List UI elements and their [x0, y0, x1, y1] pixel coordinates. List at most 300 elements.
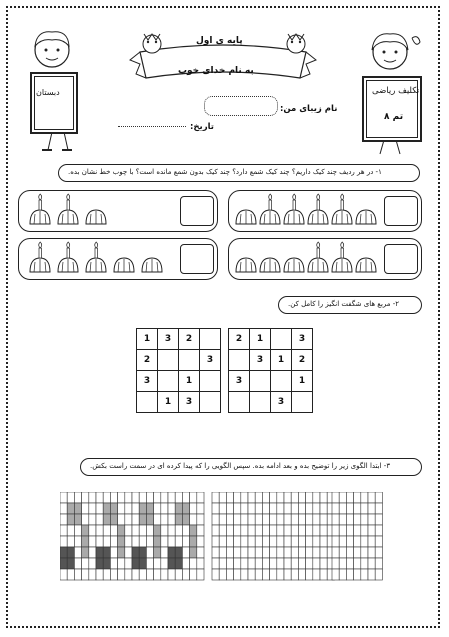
pattern-cell[interactable]	[132, 547, 139, 558]
pattern-cell[interactable]	[182, 569, 189, 580]
pattern-cell[interactable]	[361, 525, 368, 536]
pattern-cell[interactable]	[277, 569, 284, 580]
pattern-cell[interactable]	[313, 569, 320, 580]
pattern-cell[interactable]	[291, 525, 298, 536]
pattern-cell[interactable]	[212, 569, 219, 580]
pattern-cell[interactable]	[241, 514, 248, 525]
pattern-cell[interactable]	[190, 536, 197, 547]
pattern-cell[interactable]	[146, 492, 153, 503]
pattern-cell[interactable]	[241, 547, 248, 558]
pattern-cell[interactable]	[234, 514, 241, 525]
pattern-cell[interactable]	[154, 514, 161, 525]
pattern-cell[interactable]	[96, 503, 103, 514]
grid-cell[interactable]: 2	[137, 350, 158, 371]
pattern-cell[interactable]	[82, 569, 89, 580]
pattern-cell[interactable]	[67, 492, 74, 503]
pattern-cell[interactable]	[298, 503, 305, 514]
pattern-cell[interactable]	[320, 514, 327, 525]
grid-cell[interactable]: 1	[179, 371, 200, 392]
pattern-cell[interactable]	[262, 558, 269, 569]
pattern-cell[interactable]	[226, 503, 233, 514]
pattern-cell[interactable]	[306, 503, 313, 514]
pattern-cell[interactable]	[118, 569, 125, 580]
pattern-cell[interactable]	[96, 514, 103, 525]
pattern-cell[interactable]	[103, 547, 110, 558]
grid-cell[interactable]	[200, 329, 221, 350]
pattern-cell[interactable]	[132, 514, 139, 525]
pattern-cell[interactable]	[277, 503, 284, 514]
pattern-cell[interactable]	[226, 536, 233, 547]
pattern-cell[interactable]	[226, 525, 233, 536]
pattern-cell[interactable]	[125, 525, 132, 536]
pattern-cell[interactable]	[139, 503, 146, 514]
pattern-cell[interactable]	[346, 525, 353, 536]
pattern-cell[interactable]	[60, 569, 67, 580]
pattern-cell[interactable]	[212, 536, 219, 547]
pattern-cell[interactable]	[291, 547, 298, 558]
pattern-cell[interactable]	[96, 569, 103, 580]
pattern-cell[interactable]	[354, 514, 361, 525]
grid-cell[interactable]: 1	[158, 392, 179, 413]
pattern-cell[interactable]	[270, 558, 277, 569]
pattern-cell[interactable]	[82, 514, 89, 525]
pattern-cell[interactable]	[332, 525, 339, 536]
pattern-cell[interactable]	[306, 569, 313, 580]
pattern-cell[interactable]	[146, 569, 153, 580]
pattern-cell[interactable]	[212, 525, 219, 536]
pattern-cell[interactable]	[110, 536, 117, 547]
pattern-cell[interactable]	[277, 525, 284, 536]
grid-cell[interactable]: 3	[271, 392, 292, 413]
pattern-cell[interactable]	[118, 492, 125, 503]
pattern-cell[interactable]	[118, 536, 125, 547]
pattern-cell[interactable]	[262, 514, 269, 525]
pattern-cell[interactable]	[284, 492, 291, 503]
pattern-cell[interactable]	[110, 558, 117, 569]
pattern-cell[interactable]	[291, 536, 298, 547]
pattern-cell[interactable]	[89, 558, 96, 569]
pattern-cell[interactable]	[270, 547, 277, 558]
pattern-cell[interactable]	[175, 547, 182, 558]
pattern-cell[interactable]	[270, 514, 277, 525]
pattern-cell[interactable]	[154, 503, 161, 514]
pattern-cell[interactable]	[190, 514, 197, 525]
pattern-cell[interactable]	[161, 503, 168, 514]
pattern-cell[interactable]	[262, 547, 269, 558]
pattern-cell[interactable]	[161, 492, 168, 503]
grid-cell[interactable]	[229, 350, 250, 371]
pattern-cell[interactable]	[82, 547, 89, 558]
pattern-cell[interactable]	[248, 558, 255, 569]
pattern-cell[interactable]	[89, 492, 96, 503]
grid-cell[interactable]: 3	[179, 392, 200, 413]
pattern-cell[interactable]	[306, 514, 313, 525]
pattern-cell[interactable]	[139, 514, 146, 525]
pattern-cell[interactable]	[146, 514, 153, 525]
pattern-cell[interactable]	[284, 569, 291, 580]
pattern-cell[interactable]	[306, 536, 313, 547]
pattern-cell[interactable]	[103, 525, 110, 536]
pattern-cell[interactable]	[161, 558, 168, 569]
pattern-cell[interactable]	[89, 547, 96, 558]
pattern-cell[interactable]	[284, 536, 291, 547]
pattern-cell[interactable]	[161, 525, 168, 536]
pattern-cell[interactable]	[168, 514, 175, 525]
pattern-cell[interactable]	[361, 547, 368, 558]
pattern-cell[interactable]	[354, 547, 361, 558]
pattern-cell[interactable]	[375, 525, 382, 536]
pattern-cell[interactable]	[219, 525, 226, 536]
pattern-cell[interactable]	[110, 503, 117, 514]
pattern-cell[interactable]	[270, 525, 277, 536]
pattern-cell[interactable]	[74, 525, 81, 536]
pattern-cell[interactable]	[361, 536, 368, 547]
pattern-cell[interactable]	[354, 525, 361, 536]
pattern-cell[interactable]	[96, 547, 103, 558]
pattern-cell[interactable]	[219, 558, 226, 569]
pattern-cell[interactable]	[89, 514, 96, 525]
pattern-cell[interactable]	[175, 536, 182, 547]
pattern-cell[interactable]	[320, 558, 327, 569]
pattern-cell[interactable]	[219, 492, 226, 503]
pattern-cell[interactable]	[190, 547, 197, 558]
pattern-cell[interactable]	[320, 569, 327, 580]
pattern-cell[interactable]	[361, 558, 368, 569]
pattern-cell[interactable]	[248, 547, 255, 558]
pattern-cell[interactable]	[354, 492, 361, 503]
pattern-cell[interactable]	[197, 514, 204, 525]
pattern-cell[interactable]	[175, 503, 182, 514]
pattern-cell[interactable]	[346, 503, 353, 514]
pattern-cell[interactable]	[277, 492, 284, 503]
pattern-cell[interactable]	[118, 547, 125, 558]
grid-cell[interactable]	[158, 350, 179, 371]
pattern-cell[interactable]	[182, 547, 189, 558]
grid-cell[interactable]	[229, 392, 250, 413]
pattern-cell[interactable]	[161, 514, 168, 525]
pattern-cell[interactable]	[89, 525, 96, 536]
pattern-cell[interactable]	[298, 492, 305, 503]
pattern-cell[interactable]	[103, 503, 110, 514]
pattern-cell[interactable]	[103, 514, 110, 525]
pattern-cell[interactable]	[298, 547, 305, 558]
pattern-cell[interactable]	[103, 558, 110, 569]
pattern-cell[interactable]	[354, 558, 361, 569]
pattern-cell[interactable]	[284, 514, 291, 525]
grid-cell[interactable]	[271, 329, 292, 350]
pattern-cell[interactable]	[368, 547, 375, 558]
pattern-cell[interactable]	[60, 525, 67, 536]
pattern-cell[interactable]	[125, 536, 132, 547]
pattern-cell[interactable]	[60, 547, 67, 558]
pattern-cell[interactable]	[262, 525, 269, 536]
pattern-cell[interactable]	[60, 503, 67, 514]
pattern-cell[interactable]	[255, 525, 262, 536]
pattern-cell[interactable]	[110, 547, 117, 558]
pattern-cell[interactable]	[67, 525, 74, 536]
pattern-cell[interactable]	[212, 514, 219, 525]
pattern-cell[interactable]	[284, 547, 291, 558]
pattern-cell[interactable]	[219, 503, 226, 514]
pattern-cell[interactable]	[313, 525, 320, 536]
pattern-cell[interactable]	[182, 492, 189, 503]
pattern-cell[interactable]	[361, 569, 368, 580]
pattern-cell[interactable]	[313, 514, 320, 525]
pattern-cell[interactable]	[241, 536, 248, 547]
pattern-cell[interactable]	[241, 558, 248, 569]
pattern-cell[interactable]	[118, 558, 125, 569]
grid-cell[interactable]: 3	[292, 329, 313, 350]
pattern-cell[interactable]	[291, 558, 298, 569]
pattern-cell[interactable]	[89, 536, 96, 547]
pattern-cell[interactable]	[339, 525, 346, 536]
pattern-cell[interactable]	[248, 492, 255, 503]
pattern-cell[interactable]	[291, 492, 298, 503]
pattern-cell[interactable]	[168, 547, 175, 558]
pattern-cell[interactable]	[168, 569, 175, 580]
pattern-cell[interactable]	[226, 569, 233, 580]
grid-cell[interactable]: 2	[229, 329, 250, 350]
pattern-cell[interactable]	[332, 536, 339, 547]
pattern-cell[interactable]	[132, 569, 139, 580]
pattern-cell[interactable]	[332, 558, 339, 569]
pattern-cell[interactable]	[132, 492, 139, 503]
pattern-cell[interactable]	[248, 536, 255, 547]
pattern-cell[interactable]	[354, 569, 361, 580]
pattern-cell[interactable]	[277, 514, 284, 525]
grid-cell[interactable]	[200, 371, 221, 392]
pattern-cell[interactable]	[298, 514, 305, 525]
pattern-cell[interactable]	[219, 569, 226, 580]
pattern-cell[interactable]	[110, 492, 117, 503]
pattern-cell[interactable]	[332, 569, 339, 580]
pattern-cell[interactable]	[284, 503, 291, 514]
pattern-cell[interactable]	[132, 536, 139, 547]
pattern-cell[interactable]	[375, 569, 382, 580]
pattern-cell[interactable]	[339, 536, 346, 547]
pattern-cell[interactable]	[346, 492, 353, 503]
pattern-cell[interactable]	[255, 503, 262, 514]
pattern-cell[interactable]	[175, 492, 182, 503]
pattern-cell[interactable]	[96, 558, 103, 569]
pattern-cell[interactable]	[332, 547, 339, 558]
pattern-cell[interactable]	[339, 514, 346, 525]
pattern-cell[interactable]	[354, 503, 361, 514]
pattern-cell[interactable]	[190, 569, 197, 580]
pattern-cell[interactable]	[277, 547, 284, 558]
pattern-cell[interactable]	[339, 569, 346, 580]
pattern-cell[interactable]	[175, 514, 182, 525]
pattern-cell[interactable]	[234, 536, 241, 547]
pattern-cell[interactable]	[103, 536, 110, 547]
pattern-cell[interactable]	[154, 547, 161, 558]
pattern-cell[interactable]	[125, 569, 132, 580]
pattern-cell[interactable]	[306, 525, 313, 536]
pattern-cell[interactable]	[74, 503, 81, 514]
pattern-cell[interactable]	[313, 547, 320, 558]
pattern-cell[interactable]	[125, 492, 132, 503]
pattern-cell[interactable]	[125, 503, 132, 514]
pattern-cell[interactable]	[375, 514, 382, 525]
pattern-cell[interactable]	[103, 569, 110, 580]
pattern-cell[interactable]	[320, 547, 327, 558]
pattern-cell[interactable]	[255, 569, 262, 580]
pattern-cell[interactable]	[375, 492, 382, 503]
pattern-cell[interactable]	[118, 525, 125, 536]
pattern-cell[interactable]	[277, 558, 284, 569]
pattern-cell[interactable]	[241, 492, 248, 503]
grid-cell[interactable]	[292, 392, 313, 413]
pattern-cell[interactable]	[313, 503, 320, 514]
pattern-cell[interactable]	[375, 547, 382, 558]
grid-cell[interactable]: 3	[229, 371, 250, 392]
pattern-cell[interactable]	[182, 525, 189, 536]
pattern-cell[interactable]	[226, 558, 233, 569]
pattern-cell[interactable]	[60, 536, 67, 547]
pattern-cell[interactable]	[197, 569, 204, 580]
pattern-cell[interactable]	[146, 558, 153, 569]
grid-cell[interactable]: 2	[292, 350, 313, 371]
pattern-cell[interactable]	[277, 536, 284, 547]
pattern-cell[interactable]	[182, 503, 189, 514]
pattern-cell[interactable]	[212, 558, 219, 569]
pattern-cell[interactable]	[320, 536, 327, 547]
pattern-cell[interactable]	[255, 558, 262, 569]
pattern-cell[interactable]	[154, 558, 161, 569]
pattern-cell[interactable]	[291, 514, 298, 525]
pattern-cell[interactable]	[182, 536, 189, 547]
pattern-cell[interactable]	[182, 514, 189, 525]
pattern-cell[interactable]	[219, 547, 226, 558]
pattern-cell[interactable]	[212, 503, 219, 514]
pattern-cell[interactable]	[146, 503, 153, 514]
pattern-cell[interactable]	[110, 569, 117, 580]
pattern-cell[interactable]	[368, 558, 375, 569]
pattern-cell[interactable]	[255, 492, 262, 503]
pattern-cell[interactable]	[368, 514, 375, 525]
pattern-cell[interactable]	[241, 525, 248, 536]
pattern-cell[interactable]	[67, 547, 74, 558]
pattern-cell[interactable]	[262, 536, 269, 547]
pattern-cell[interactable]	[234, 558, 241, 569]
pattern-cell[interactable]	[234, 503, 241, 514]
pattern-cell[interactable]	[103, 492, 110, 503]
pattern-cell[interactable]	[332, 503, 339, 514]
pattern-cell[interactable]	[270, 503, 277, 514]
pattern-cell[interactable]	[168, 558, 175, 569]
pattern-cell[interactable]	[82, 536, 89, 547]
pattern-cell[interactable]	[284, 558, 291, 569]
grid-cell[interactable]: 1	[271, 350, 292, 371]
pattern-cell[interactable]	[262, 569, 269, 580]
pattern-cell[interactable]	[197, 503, 204, 514]
pattern-cell[interactable]	[168, 525, 175, 536]
pattern-cell[interactable]	[118, 503, 125, 514]
pattern-cell[interactable]	[368, 503, 375, 514]
grid-cell[interactable]	[250, 392, 271, 413]
pattern-cell[interactable]	[197, 525, 204, 536]
pattern-cell[interactable]	[154, 525, 161, 536]
pattern-cell[interactable]	[219, 514, 226, 525]
pattern-cell[interactable]	[190, 503, 197, 514]
pattern-cell[interactable]	[368, 569, 375, 580]
pattern-cell[interactable]	[154, 569, 161, 580]
pattern-cell[interactable]	[262, 503, 269, 514]
pattern-cell[interactable]	[313, 536, 320, 547]
pattern-cell[interactable]	[74, 558, 81, 569]
pattern-cell[interactable]	[241, 569, 248, 580]
grid-cell[interactable]: 3	[137, 371, 158, 392]
pattern-cell[interactable]	[270, 492, 277, 503]
pattern-cell[interactable]	[219, 536, 226, 547]
pattern-cell[interactable]	[226, 547, 233, 558]
pattern-cell[interactable]	[146, 547, 153, 558]
pattern-cell[interactable]	[132, 503, 139, 514]
pattern-cell[interactable]	[74, 514, 81, 525]
pattern-cell[interactable]	[346, 536, 353, 547]
pattern-cell[interactable]	[291, 569, 298, 580]
pattern-cell[interactable]	[175, 525, 182, 536]
pattern-cell[interactable]	[313, 492, 320, 503]
pattern-cell[interactable]	[118, 514, 125, 525]
pattern-cell[interactable]	[226, 514, 233, 525]
pattern-cell[interactable]	[332, 492, 339, 503]
pattern-cell[interactable]	[212, 547, 219, 558]
grid-cell[interactable]: 1	[137, 329, 158, 350]
pattern-cell[interactable]	[375, 503, 382, 514]
pattern-cell[interactable]	[139, 547, 146, 558]
pattern-cell[interactable]	[354, 536, 361, 547]
grid-cell[interactable]	[179, 350, 200, 371]
pattern-cell[interactable]	[67, 514, 74, 525]
pattern-cell[interactable]	[67, 503, 74, 514]
pattern-cell[interactable]	[154, 536, 161, 547]
pattern-cell[interactable]	[146, 536, 153, 547]
pattern-cell[interactable]	[96, 536, 103, 547]
pattern-cell[interactable]	[161, 536, 168, 547]
pattern-cell[interactable]	[306, 547, 313, 558]
pattern-cell[interactable]	[339, 503, 346, 514]
grid-cell[interactable]: 1	[250, 329, 271, 350]
pattern-cell[interactable]	[298, 525, 305, 536]
pattern-cell[interactable]	[368, 492, 375, 503]
grid-cell[interactable]	[271, 371, 292, 392]
pattern-cell[interactable]	[298, 558, 305, 569]
pattern-cell[interactable]	[248, 514, 255, 525]
pattern-cell[interactable]	[346, 514, 353, 525]
pattern-cell[interactable]	[139, 569, 146, 580]
pattern-cell[interactable]	[60, 492, 67, 503]
pattern-cell[interactable]	[320, 503, 327, 514]
pattern-cell[interactable]	[82, 492, 89, 503]
pattern-cell[interactable]	[132, 558, 139, 569]
pattern-cell[interactable]	[234, 547, 241, 558]
pattern-cell[interactable]	[175, 569, 182, 580]
grid-cell[interactable]	[250, 371, 271, 392]
pattern-cell[interactable]	[339, 558, 346, 569]
grid-cell[interactable]: 3	[250, 350, 271, 371]
pattern-cell[interactable]	[320, 492, 327, 503]
pattern-cell[interactable]	[190, 558, 197, 569]
pattern-cell[interactable]	[248, 569, 255, 580]
pattern-cell[interactable]	[270, 536, 277, 547]
pattern-cell[interactable]	[226, 492, 233, 503]
pattern-cell[interactable]	[67, 536, 74, 547]
pattern-cell[interactable]	[67, 569, 74, 580]
pattern-cell[interactable]	[262, 492, 269, 503]
pattern-cell[interactable]	[125, 558, 132, 569]
pattern-cell[interactable]	[234, 492, 241, 503]
